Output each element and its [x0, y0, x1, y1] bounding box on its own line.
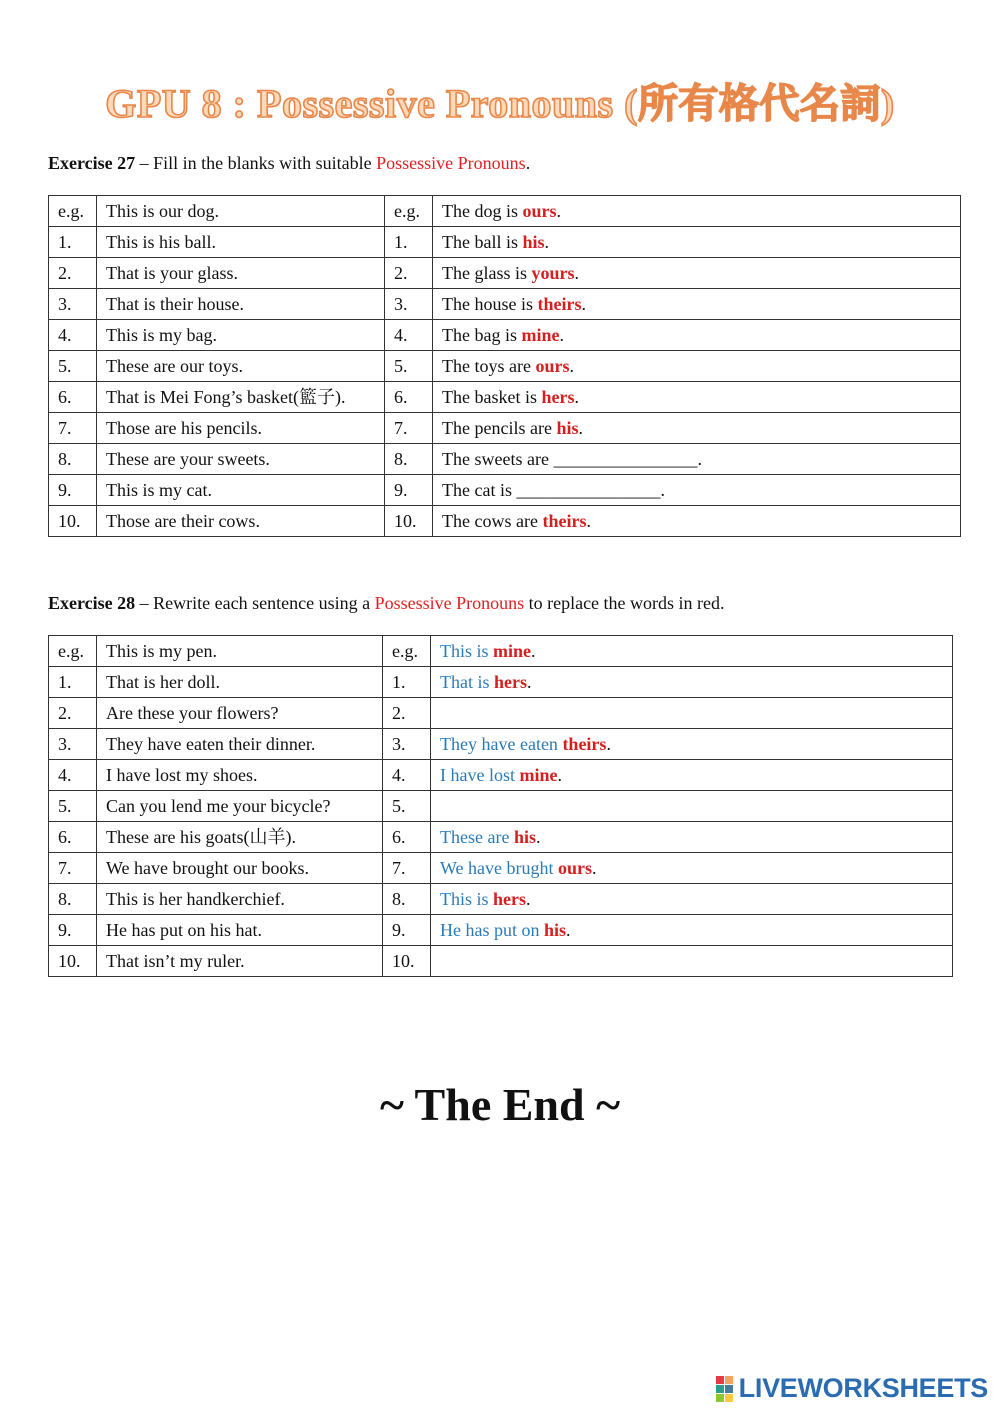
answer-cell[interactable] — [431, 698, 953, 729]
table-row — [49, 698, 953, 729]
question-sentence: This is my pen. — [97, 636, 383, 667]
answer-number: 1. — [383, 667, 431, 698]
answer-suffix: . — [592, 858, 597, 878]
question-number: 2. — [49, 258, 97, 289]
answer-prefix: The house is — [442, 294, 538, 314]
answer-cell[interactable] — [433, 413, 961, 444]
answer-number: 4. — [383, 760, 431, 791]
answer-suffix: . — [531, 641, 536, 661]
answer-text — [442, 449, 702, 469]
question-sentence: I have lost my shoes. — [97, 760, 383, 791]
answer-cell[interactable] — [433, 506, 961, 537]
question-sentence: Are these your flowers? — [97, 698, 383, 729]
liveworksheets-logo — [716, 1373, 988, 1404]
question-number: 4. — [49, 760, 97, 791]
answer-text — [440, 641, 536, 661]
answer-number: 1. — [385, 227, 433, 258]
exercise-27-instruction — [48, 153, 530, 174]
answer-cell[interactable] — [433, 444, 961, 475]
question-number: 3. — [49, 289, 97, 320]
answer-cell[interactable] — [431, 946, 953, 977]
answer-number: 7. — [383, 853, 431, 884]
answer-text — [440, 889, 531, 909]
table-row — [49, 475, 961, 506]
logo-square — [725, 1385, 733, 1393]
answer-pronoun: his — [556, 418, 579, 438]
logo-square — [716, 1394, 724, 1402]
table-row — [49, 382, 961, 413]
answer-number: 2. — [383, 698, 431, 729]
answer-cell[interactable] — [431, 884, 953, 915]
table-row — [49, 506, 961, 537]
answer-cell[interactable] — [431, 822, 953, 853]
question-sentence: Those are their cows. — [97, 506, 385, 537]
answer-suffix: . — [566, 920, 571, 940]
question-number: 8. — [49, 444, 97, 475]
answer-prefix: We have brught — [440, 858, 559, 878]
answer-pronoun: hers — [493, 889, 527, 909]
question-number: 5. — [49, 791, 97, 822]
answer-number: 4. — [385, 320, 433, 351]
answer-text — [440, 765, 562, 785]
answer-prefix: The cows are — [442, 511, 543, 531]
answer-text — [442, 294, 586, 314]
table-row — [49, 227, 961, 258]
exercise-28-end: to replace the words in red. — [524, 593, 725, 613]
question-sentence: That is Mei Fong’s basket(籃子). — [97, 382, 385, 413]
answer-cell[interactable] — [431, 636, 953, 667]
answer-pronoun: his — [513, 827, 536, 847]
answer-cell[interactable] — [431, 760, 953, 791]
answer-pronoun: hers — [494, 672, 527, 692]
answer-suffix: . — [574, 263, 580, 283]
answer-suffix: . — [581, 294, 586, 314]
table-row — [49, 258, 961, 289]
table-row — [49, 760, 953, 791]
answer-number: e.g. — [385, 196, 433, 227]
question-sentence: That is her doll. — [97, 667, 383, 698]
answer-prefix: That is — [440, 672, 494, 692]
answer-number: 6. — [383, 822, 431, 853]
answer-prefix: The ball is — [442, 232, 523, 252]
question-number: 8. — [49, 884, 97, 915]
answer-prefix: These are — [440, 827, 514, 847]
exercise-28-instruction — [48, 593, 725, 614]
question-sentence: This is my cat. — [97, 475, 385, 506]
answer-suffix: . — [586, 511, 591, 531]
exercise-27-end: . — [525, 153, 531, 173]
question-number: 1. — [49, 227, 97, 258]
answer-text — [442, 356, 574, 376]
answer-pronoun: mine — [519, 765, 558, 785]
answer-pronoun: his — [522, 232, 545, 252]
question-number: 5. — [49, 351, 97, 382]
answer-prefix: The basket is — [442, 387, 542, 407]
table-row — [49, 196, 961, 227]
table-row — [49, 320, 961, 351]
exercise-28-highlight: Possessive Pronouns — [374, 593, 525, 613]
question-number: 6. — [49, 382, 97, 413]
answer-cell[interactable] — [433, 227, 961, 258]
exercise-27-highlight: Possessive Pronouns — [376, 153, 526, 173]
table-row — [49, 289, 961, 320]
answer-cell[interactable] — [431, 791, 953, 822]
logo-square — [725, 1376, 733, 1384]
answer-pronoun: yours — [531, 263, 575, 283]
answer-cell[interactable] — [433, 382, 961, 413]
answer-number: 3. — [385, 289, 433, 320]
answer-number: 10. — [385, 506, 433, 537]
answer-text — [442, 511, 591, 531]
page-title: GPU 8 : Possessive Pronouns (所有格代名詞) — [105, 81, 895, 126]
answer-cell[interactable] — [433, 351, 961, 382]
liveworksheets-logo-icon — [716, 1376, 733, 1402]
answer-cell[interactable] — [433, 258, 961, 289]
logo-text: LIVEWORKSHEETS — [738, 1373, 988, 1403]
answer-prefix: The glass is — [442, 263, 532, 283]
answer-suffix: . — [557, 765, 562, 785]
exercise-28-text: – Rewrite each sentence using a — [135, 593, 375, 613]
answer-prefix: The toys are — [442, 356, 536, 376]
answer-number: 10. — [383, 946, 431, 977]
question-sentence: This is my bag. — [97, 320, 385, 351]
question-number: 10. — [49, 506, 97, 537]
answer-suffix: . — [535, 827, 541, 847]
question-number: 9. — [49, 475, 97, 506]
table-row — [49, 946, 953, 977]
answer-number: e.g. — [383, 636, 431, 667]
question-sentence: This is his ball. — [97, 227, 385, 258]
answer-suffix: . — [544, 232, 550, 252]
question-sentence: He has put on his hat. — [97, 915, 383, 946]
question-sentence: We have brought our books. — [97, 853, 383, 884]
answer-text — [442, 387, 579, 407]
answer-suffix: . — [559, 325, 564, 345]
answer-text — [442, 480, 665, 500]
answer-prefix: The cat is ________________. — [442, 480, 665, 500]
table-row — [49, 351, 961, 382]
table-row — [49, 822, 953, 853]
answer-text — [440, 734, 611, 754]
logo-square — [716, 1376, 724, 1384]
exercise-28-table — [48, 635, 953, 977]
answer-text — [440, 858, 597, 878]
answer-text — [440, 672, 532, 692]
answer-suffix: . — [574, 387, 579, 407]
table-row — [49, 853, 953, 884]
answer-cell[interactable] — [431, 729, 953, 760]
table-row — [49, 915, 953, 946]
answer-prefix: He has put on — [440, 920, 544, 940]
table-row — [49, 667, 953, 698]
answer-number: 8. — [383, 884, 431, 915]
question-number: 6. — [49, 822, 97, 853]
question-sentence: These are his goats(山羊). — [97, 822, 383, 853]
answer-cell[interactable] — [431, 853, 953, 884]
table-row — [49, 729, 953, 760]
question-number: 1. — [49, 667, 97, 698]
question-number: 9. — [49, 915, 97, 946]
table-row — [49, 444, 961, 475]
question-sentence: This is her handkerchief. — [97, 884, 383, 915]
logo-square — [716, 1385, 724, 1393]
table-row — [49, 884, 953, 915]
answer-text — [442, 232, 549, 252]
answer-text — [440, 827, 540, 847]
answer-number: 5. — [385, 351, 433, 382]
answer-number: 3. — [383, 729, 431, 760]
question-sentence: They have eaten their dinner. — [97, 729, 383, 760]
answer-text — [442, 418, 583, 438]
answer-pronoun: mine — [521, 325, 560, 345]
question-sentence: These are our toys. — [97, 351, 385, 382]
question-number: 2. — [49, 698, 97, 729]
question-number: 4. — [49, 320, 97, 351]
question-number: e.g. — [49, 196, 97, 227]
answer-suffix: . — [526, 889, 531, 909]
question-sentence: That is their house. — [97, 289, 385, 320]
question-number: 7. — [49, 413, 97, 444]
answer-number: 9. — [385, 475, 433, 506]
question-sentence: That isn’t my ruler. — [97, 946, 383, 977]
question-number: 10. — [49, 946, 97, 977]
answer-number: 8. — [385, 444, 433, 475]
exercise-27-table — [48, 195, 961, 537]
logo-square — [725, 1394, 733, 1402]
answer-cell[interactable] — [433, 289, 961, 320]
answer-number: 5. — [383, 791, 431, 822]
question-number: 7. — [49, 853, 97, 884]
answer-number: 7. — [385, 413, 433, 444]
answer-suffix: . — [606, 734, 611, 754]
answer-pronoun: theirs — [542, 511, 587, 531]
answer-cell[interactable] — [431, 915, 953, 946]
answer-suffix: . — [569, 356, 574, 376]
question-number: e.g. — [49, 636, 97, 667]
answer-suffix: . — [527, 672, 532, 692]
table-row — [49, 791, 953, 822]
answer-prefix: The dog is — [442, 201, 523, 221]
answer-text — [442, 325, 564, 345]
question-sentence: Those are his pencils. — [97, 413, 385, 444]
table-row — [49, 413, 961, 444]
answer-prefix: The pencils are — [442, 418, 557, 438]
question-sentence: This is our dog. — [97, 196, 385, 227]
answer-pronoun: ours — [535, 356, 570, 376]
answer-text — [440, 920, 571, 940]
exercise-27-label: Exercise 27 — [48, 153, 136, 173]
answer-pronoun: his — [543, 920, 567, 940]
answer-pronoun: ours — [558, 858, 593, 878]
answer-prefix: They have eaten — [440, 734, 563, 754]
answer-text — [442, 263, 579, 283]
answer-pronoun: hers — [541, 387, 575, 407]
answer-prefix: The bag is — [442, 325, 522, 345]
answer-cell[interactable] — [433, 475, 961, 506]
answer-pronoun: ours — [522, 201, 557, 221]
answer-cell[interactable] — [431, 667, 953, 698]
answer-number: 6. — [385, 382, 433, 413]
question-sentence: That is your glass. — [97, 258, 385, 289]
answer-number: 9. — [383, 915, 431, 946]
answer-cell[interactable] — [433, 196, 961, 227]
answer-pronoun: mine — [493, 641, 532, 661]
exercise-27-text: – Fill in the blanks with suitable — [135, 153, 377, 173]
exercise-28-label: Exercise 28 — [48, 593, 136, 613]
answer-prefix: I have lost — [440, 765, 520, 785]
answer-pronoun: theirs — [562, 734, 607, 754]
the-end-heading: ~ The End ~ — [379, 1079, 621, 1130]
answer-text — [442, 201, 561, 221]
answer-number: 2. — [385, 258, 433, 289]
answer-suffix: . — [556, 201, 562, 221]
answer-pronoun: theirs — [537, 294, 582, 314]
answer-prefix: This is — [440, 641, 494, 661]
table-row — [49, 636, 953, 667]
answer-suffix: . — [578, 418, 583, 438]
question-sentence: These are your sweets. — [97, 444, 385, 475]
answer-prefix: The sweets are ________________. — [442, 449, 702, 469]
answer-cell[interactable] — [433, 320, 961, 351]
answer-prefix: This is — [440, 889, 494, 909]
question-sentence: Can you lend me your bicycle? — [97, 791, 383, 822]
question-number: 3. — [49, 729, 97, 760]
